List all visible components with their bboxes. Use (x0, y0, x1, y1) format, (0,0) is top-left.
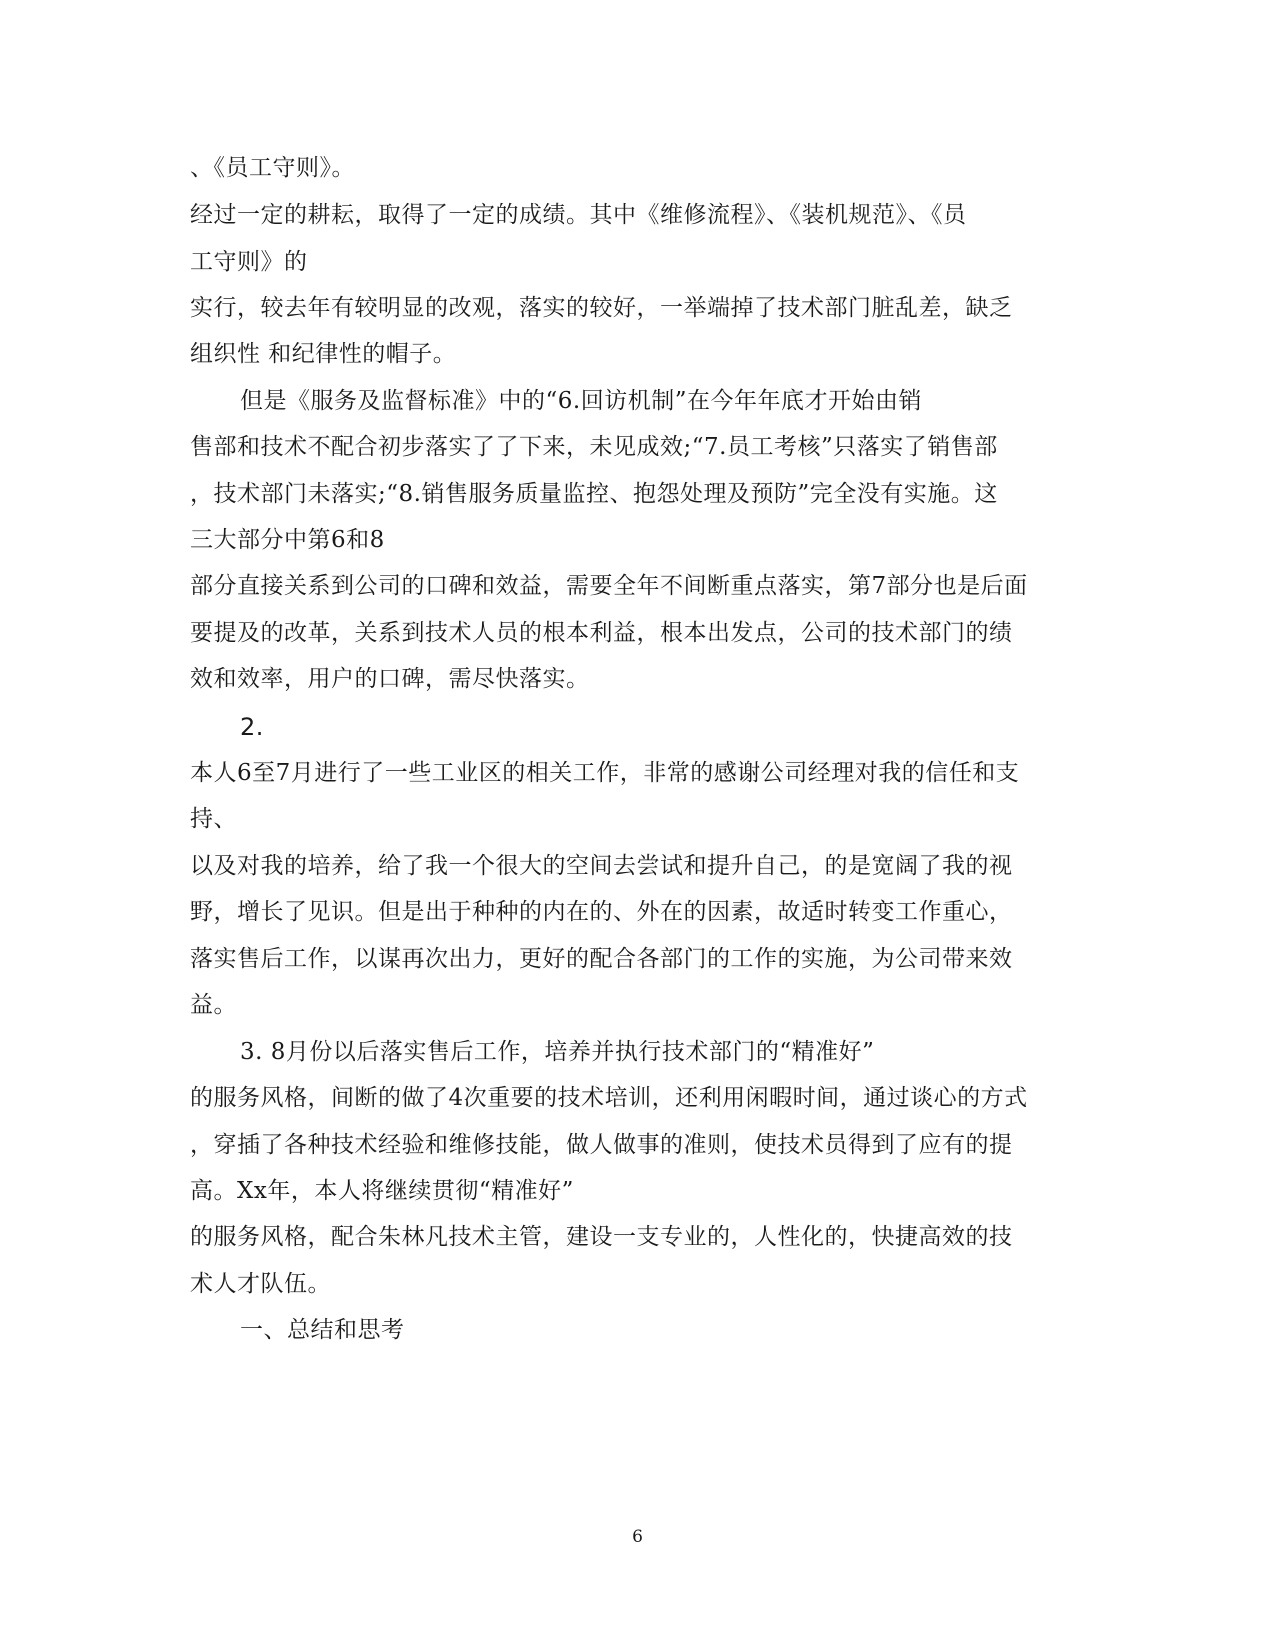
text-line: 的服务风格，配合朱林凡技术主管，建设一支专业的，人性化的，快捷高效的技 (190, 1224, 1013, 1250)
text-line: 三大部分中第6和8 (190, 527, 385, 553)
text-line: 要提及的改革，关系到技术人员的根本利益，根本出发点，公司的技术部门的绩 (190, 620, 1013, 646)
text-line: ，穿插了各种技术经验和维修技能，做人做事的准则，使技术员得到了应有的提 (190, 1132, 1013, 1158)
paragraph-start-line: 但是《服务及监督标准》中的“6.回访机制”在今年年底才开始由销 (240, 388, 922, 414)
section-heading-line: 3. 8月份以后落实售后工作，培养并执行技术部门的“精准好” (240, 1039, 875, 1065)
text-line: 落实售后工作，以谋再次出力，更好的配合各部门的工作的实施，为公司带来效 (190, 946, 1013, 972)
text-line: 高。Xx年，本人将继续贯彻“精准好” (190, 1178, 574, 1204)
text-line: 售部和技术不配合初步落实了了下来，未见成效;“7.员工考核”只落实了销售部 (190, 434, 998, 460)
text-line: 组织性 和纪律性的帽子。 (190, 341, 457, 367)
text-line: 持、 (190, 806, 237, 832)
text-line: 益。 (190, 992, 237, 1018)
text-line: ，技术部门未落实;“8.销售服务质量监控、抱怨处理及预防”完全没有实施。这 (190, 481, 998, 507)
section-title: 一、总结和思考 (240, 1317, 405, 1343)
section-number: 2. (240, 713, 264, 741)
text-line: 野，增长了见识。但是出于种种的内在的、外在的因素，故适时转变工作重心， (190, 899, 1013, 925)
text-line: 部分直接关系到公司的口碑和效益，需要全年不间断重点落实，第7部分也是后面 (190, 573, 1028, 599)
text-line: 术人才队伍。 (190, 1271, 331, 1297)
text-line: 经过一定的耕耘，取得了一定的成绩。其中《维修流程》、《装机规范》、《员 (190, 202, 967, 228)
text-line: 实行，较去年有较明显的改观，落实的较好，一举端掉了技术部门脏乱差，缺乏 (190, 295, 1013, 321)
text-line: 工守则》的 (190, 249, 308, 275)
text-line: 以及对我的培养，给了我一个很大的空间去尝试和提升自己，的是宽阔了我的视 (190, 853, 1013, 879)
text-line: 、《员工守则》。 (190, 155, 355, 181)
page-number: 6 (632, 1527, 643, 1547)
text-line: 本人6至7月进行了一些工业区的相关工作，非常的感谢公司经理对我的信任和支 (190, 760, 1020, 786)
text-line: 的服务风格，间断的做了4次重要的技术培训，还利用闲暇时间，通过谈心的方式 (190, 1085, 1028, 1111)
text-line: 效和效率，用户的口碑，需尽快落实。 (190, 666, 590, 692)
